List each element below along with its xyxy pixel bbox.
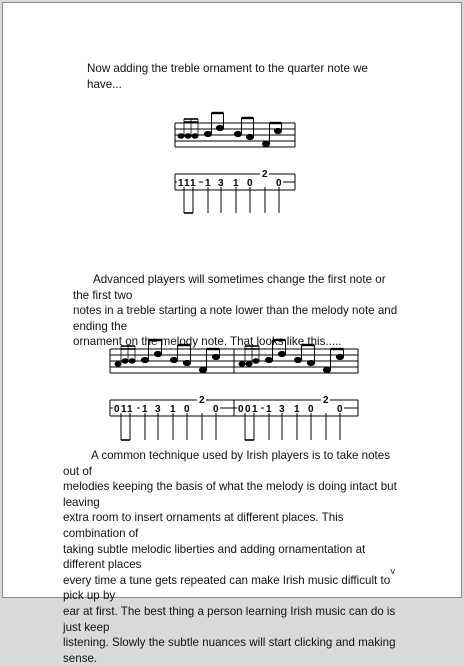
tab-2-fret: 0: [308, 404, 314, 415]
text-line: ear at first. The best thing a person learning Irish music can do is just keep: [63, 604, 396, 634]
tab-2-fret: 1: [294, 404, 300, 415]
tab-1-fret: 0: [276, 178, 282, 189]
tab-1-fret-high: 2: [262, 169, 268, 180]
tab-2-fret: 1: [121, 404, 127, 415]
tab-2-fret-high: 2: [323, 395, 329, 406]
tab-2-measure-2-numbers: [237, 394, 344, 415]
measure-1-notes: [115, 340, 220, 373]
text-line: ornament on the melody note. That looks like this.....: [73, 335, 342, 349]
tab-2-fret: 1: [142, 404, 148, 415]
text-line: listening. Slowly the subtle nuances will start clicking and making sense.: [63, 636, 396, 665]
tab-2-fret: 1: [170, 404, 176, 415]
tab-2-fret-high: 2: [199, 395, 205, 406]
tab-2-fret: 1: [252, 404, 258, 415]
tab-2-measure-1-numbers: [113, 394, 220, 415]
tab-2-fret: 0: [238, 404, 244, 415]
tab-2-fret: 0: [114, 404, 120, 415]
tab-2-fret: 0: [213, 404, 219, 415]
tab-2-fret: 1: [127, 404, 133, 415]
document-page: [2, 2, 462, 665]
text-line: every time a tune gets repeated can make Irish music difficult to pick up by: [63, 573, 391, 603]
text-line: extra room to insert ornaments at different places. This combination of: [63, 511, 344, 540]
tab-2-fret: 0: [245, 404, 251, 415]
tab-1-fret: 1: [184, 178, 190, 189]
tab-1-fret: 1: [233, 178, 239, 189]
technique-paragraph: [63, 448, 403, 666]
text-line: notes in a treble starting a note lower than the melody note and ending the: [73, 304, 398, 333]
intro-paragraph: Now adding the treble ornament to the quarter note we have...: [87, 62, 369, 91]
text-line: A common technique used by Irish players is to take notes out of: [63, 449, 391, 478]
tab-1-fret: 1: [205, 178, 211, 189]
tab-2-fret: 3: [279, 404, 285, 415]
tab-2-stems: [121, 413, 340, 440]
tab-2-fret: 0: [337, 404, 343, 415]
measure-2-notes: [239, 340, 344, 373]
text-line: melodies keeping the basis of what the melody is doing intact but leaving: [63, 480, 397, 509]
tab-1-fret: 0: [247, 178, 253, 189]
text-line: Advanced players will sometimes change the first note or the first two: [73, 273, 386, 302]
page-number: v: [390, 566, 395, 576]
tab-2-fret: 1: [266, 404, 272, 415]
tab-1-fret: 3: [218, 178, 224, 189]
tab-2-fret: 0: [184, 404, 190, 415]
tab-2-fret: 3: [155, 404, 161, 415]
tab-1-fret: 1: [178, 178, 184, 189]
tab-1-fret: 1: [190, 178, 196, 189]
text-line: taking subtle melodic liberties and adding ornamentation at different places: [63, 542, 366, 572]
